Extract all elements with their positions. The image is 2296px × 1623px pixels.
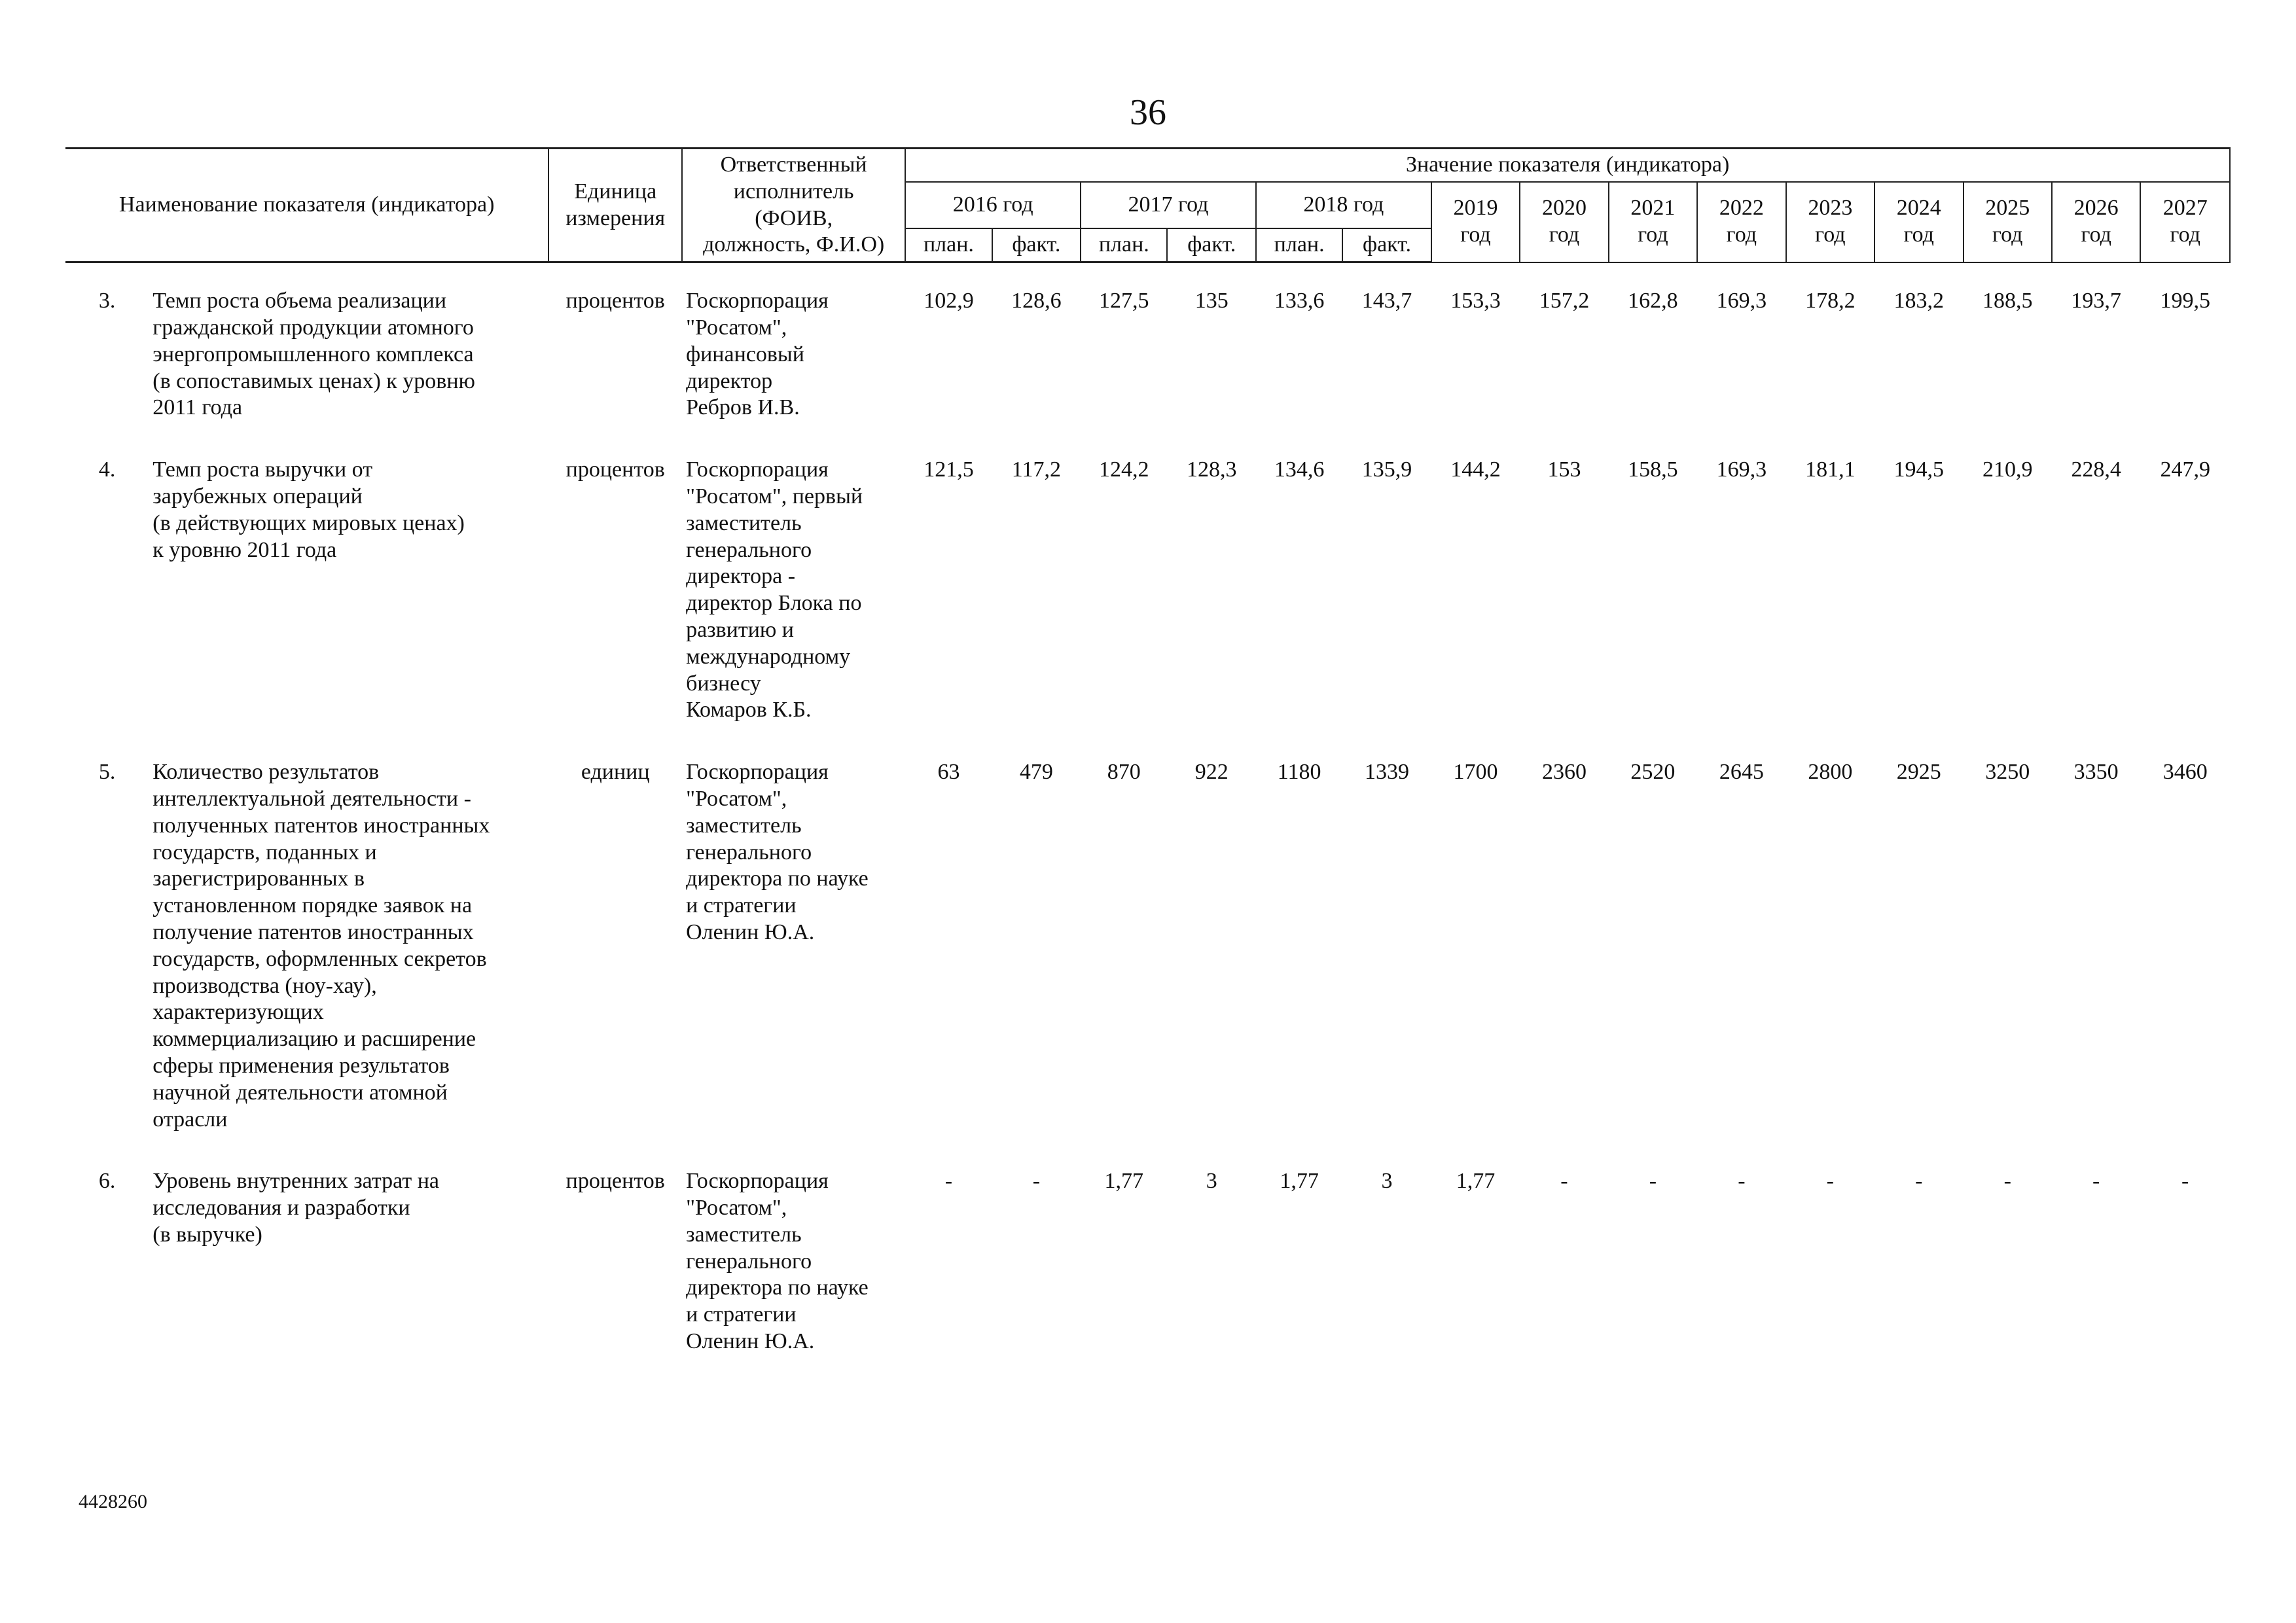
row-number: 5. (98, 760, 116, 785)
value-cell: 128,3 (1186, 457, 1237, 482)
header-fact: факт. (992, 228, 1081, 262)
responsible-cell: Госкорпорация "Росатом", заместитель генерального директора по науке и стратегии Оленин Ю.А. (686, 1169, 869, 1354)
value-cell: 2645 (1719, 760, 1764, 785)
value-cell: 2925 (1896, 760, 1941, 785)
value-cell: - (2181, 1169, 2189, 1194)
header-fact: факт. (1342, 228, 1431, 262)
header-year-2024: 2024 год (1874, 182, 1963, 262)
indicator-name: Темп роста выручки от зарубежных операций (в действующих мировых ценах) к уровню 2011 года (152, 457, 465, 562)
header-year-2018: 2018 год (1256, 182, 1431, 229)
value-cell: 3460 (2162, 760, 2208, 785)
table-body (65, 262, 2230, 1366)
value-cell: - (1560, 1169, 1568, 1194)
unit-cell: процентов (565, 1169, 665, 1194)
value-cell: 479 (1019, 760, 1053, 785)
value-cell: 153 (1547, 457, 1581, 482)
header-plan: план. (905, 228, 992, 262)
value-cell: 158,5 (1628, 457, 1678, 482)
value-cell: 1180 (1277, 760, 1321, 785)
value-cell: 1,77 (1104, 1169, 1144, 1194)
value-cell: 1700 (1453, 760, 1498, 785)
document-code: 4428260 (79, 1491, 147, 1512)
value-cell: 135,9 (1361, 457, 1412, 482)
header-name: Наименование показателя (индикатора) (65, 149, 548, 262)
value-cell: 135 (1194, 289, 1229, 313)
value-cell: 3250 (1985, 760, 2030, 785)
value-cell: 157,2 (1539, 288, 1590, 313)
value-cell: 2360 (1541, 760, 1587, 785)
value-cell: 3350 (2073, 760, 2119, 785)
value-cell: 194,5 (1893, 457, 1945, 482)
value-cell: 2800 (1808, 760, 1853, 785)
value-cell: 3 (1381, 1169, 1393, 1194)
row-number: 4. (98, 457, 116, 482)
value-cell: 188,5 (1982, 288, 2033, 313)
unit-cell: процентов (565, 289, 665, 313)
value-cell: 1,77 (1280, 1169, 1319, 1194)
value-cell: 228,4 (2071, 457, 2121, 482)
table-header (65, 149, 2230, 262)
value-cell: 143,7 (1361, 289, 1412, 313)
indicator-table (65, 147, 2231, 1366)
value-cell: 169,3 (1716, 457, 1767, 482)
value-cell: 117,2 (1011, 457, 1061, 482)
value-cell: 181,1 (1805, 457, 1856, 482)
value-cell: 124,2 (1099, 457, 1149, 482)
header-year-2019: 2019 год (1431, 182, 1520, 262)
page-number: 36 (1130, 92, 1166, 133)
value-cell: 193,7 (2071, 288, 2121, 313)
value-cell: 63 (937, 760, 960, 785)
header-plan: план. (1256, 228, 1342, 262)
header-year-2016: 2016 год (905, 182, 1081, 229)
header-year-2025: 2025 год (1964, 182, 2052, 262)
responsible-cell: Госкорпорация "Росатом", финансовый директор Ребров И.В. (686, 289, 829, 420)
value-cell: - (1915, 1169, 1923, 1194)
unit-cell: единиц (581, 760, 650, 785)
value-cell: - (2003, 1169, 2011, 1194)
value-cell: 133,6 (1274, 289, 1325, 313)
value-cell: 134,6 (1274, 457, 1325, 482)
header-year-2021: 2021 год (1609, 182, 1697, 262)
value-cell: - (1826, 1169, 1834, 1194)
table-row (65, 262, 2230, 432)
header-year-2017: 2017 год (1081, 182, 1256, 229)
header-responsible: Ответственный исполнитель (ФОИВ, должность, Ф.И.О) (682, 149, 905, 262)
value-cell: 127,5 (1099, 289, 1149, 313)
row-number: 3. (98, 289, 116, 313)
value-cell: 247,9 (2160, 457, 2210, 482)
table-row (65, 734, 2230, 1143)
value-cell: 210,9 (1982, 457, 2033, 482)
header-year-2020: 2020 год (1520, 182, 1608, 262)
value-cell: 102,9 (924, 289, 974, 313)
value-cell: 1339 (1365, 760, 1410, 785)
value-cell: 870 (1107, 760, 1141, 785)
value-cell: - (944, 1169, 953, 1194)
value-cell: 178,2 (1805, 288, 1856, 313)
table-row (65, 1143, 2230, 1366)
unit-cell: процентов (565, 457, 665, 482)
value-cell: 3 (1206, 1169, 1217, 1194)
responsible-cell: Госкорпорация "Росатом", заместитель генерального директора по науке и стратегии Оленин Ю.А. (686, 760, 869, 944)
value-cell: 1,77 (1456, 1169, 1496, 1194)
value-cell: - (1649, 1169, 1657, 1194)
value-cell: - (2092, 1169, 2100, 1194)
value-cell: 2520 (1630, 760, 1676, 785)
value-cell: 144,2 (1450, 457, 1501, 482)
header-values-title: Значение показателя (индикатора) (905, 149, 2230, 182)
header-fact: факт. (1167, 228, 1255, 262)
header-year-2027: 2027 год (2140, 182, 2230, 262)
value-cell: 153,3 (1450, 288, 1501, 313)
table-row (65, 432, 2230, 734)
header-plan: план. (1081, 228, 1167, 262)
indicator-name: Уровень внутренних затрат на исследования и разработки (в выручке) (152, 1169, 439, 1247)
header-year-2026: 2026 год (2052, 182, 2140, 262)
value-cell: 121,5 (924, 457, 974, 482)
responsible-cell: Госкорпорация "Росатом", первый заместитель генерального директора - директор Блока по развитию и международному бизнесу Комаров К.Б. (686, 457, 863, 722)
value-cell: 183,2 (1893, 288, 1945, 313)
value-cell: - (1032, 1169, 1041, 1194)
indicator-name: Количество результатов интеллектуальной деятельности - полученных патентов иностранных государств, поданных и зарегистрированных в установленном порядке заявок на получение патентов иностранных государств, оформленных секретов производства (ноу-хау), характеризующих коммерциализацию и расширение сферы применения результатов научной деятельности атомной отрасли (152, 760, 490, 1132)
indicator-name: Темп роста объема реализации гражданской продукции атомного энергопромышленного комплекса (в сопоставимых ценах) к уровню 2011 года (152, 289, 475, 420)
value-cell: 128,6 (1011, 289, 1062, 313)
value-cell: 199,5 (2160, 288, 2210, 313)
value-cell: 162,8 (1628, 288, 1678, 313)
value-cell: - (1738, 1169, 1746, 1194)
value-cell: 922 (1194, 760, 1229, 785)
header-year-2022: 2022 год (1697, 182, 1785, 262)
header-year-2023: 2023 год (1786, 182, 1874, 262)
row-number: 6. (98, 1169, 116, 1194)
value-cell: 169,3 (1716, 288, 1767, 313)
header-unit: Единица измерения (548, 149, 682, 262)
